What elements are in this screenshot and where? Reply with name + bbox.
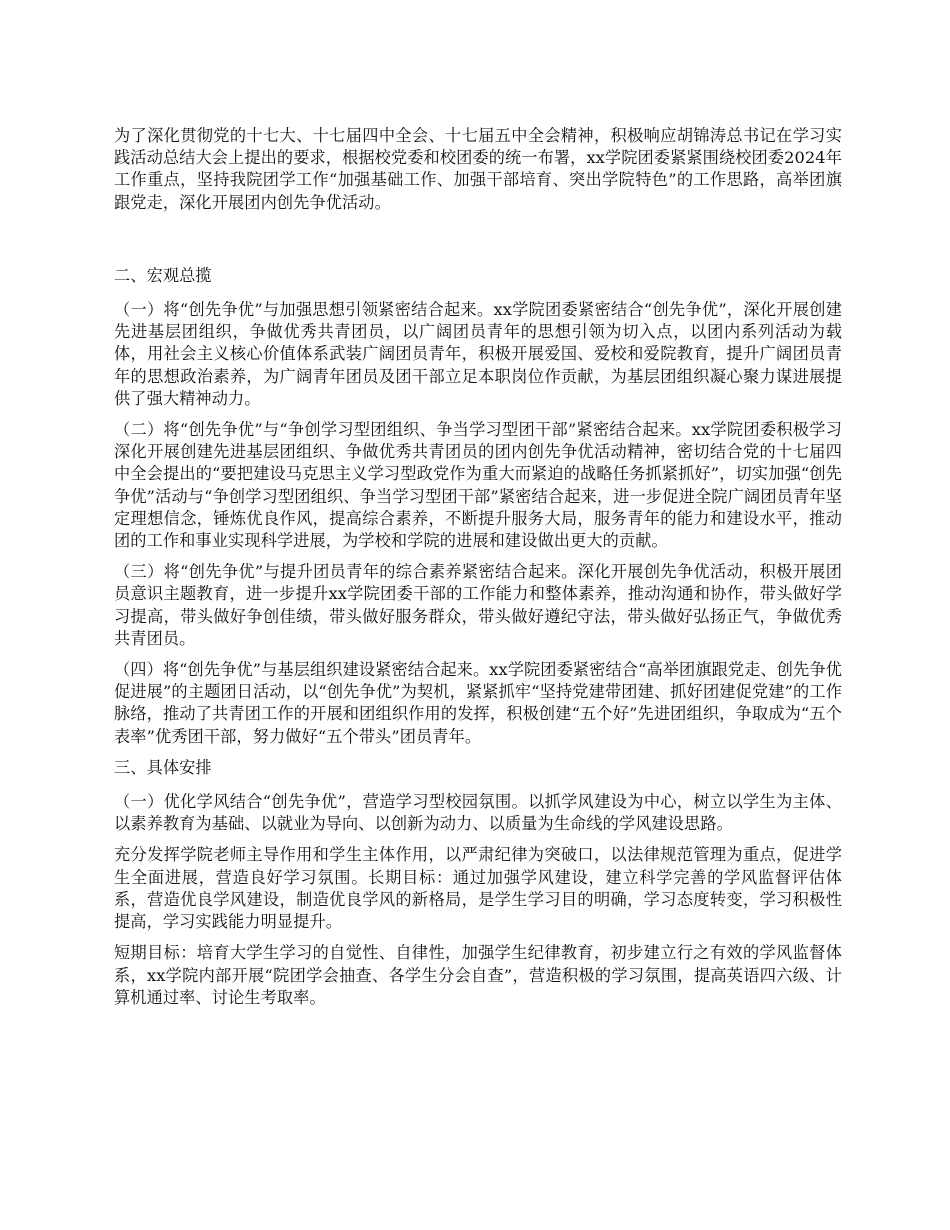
overview-paragraph-4: （四）将“创先争优”与基层组织建设紧密结合起来。xx学院团委紧密结合“高举团旗跟党走、创先争优促进展”的主题团日活动，以“创先争优”为契机，紧紧抓牢“坚持党建带团建、抓好团建促党建”的工作脉络，推动了共青团工作的开展和团组织作用的发挥，积极创建“五个好”先进团组织，争取成为“五个表率”优秀团干部，努力做好“五个带头”团员青年。 <box>114 660 842 746</box>
intro-paragraph: 为了深化贯彻党的十七大、十七届四中全会、十七届五中全会精神，积极响应胡锦涛总书记在学习实践活动总结大会上提出的要求，根据校党委和校团委的统一布署，xx学院团委紧紧围绕校团委2024年工作重点，坚持我院团学工作“加强基础工作、加强干部培育、突出学院特色”的工作思路，高举团旗跟党走，深化开展团内创先争优活动。 <box>114 126 842 212</box>
overview-paragraph-2: （二）将“创先争优”与“争创学习型团组织、争当学习型团干部”紧密结合起来。xx学院团委积极学习深化开展创建先进基层团组织、争做优秀共青团员的团内创先争优活动精神，密切结合党的十七届四中全会提出的“要把建设马克思主义学习型政党作为重大而紧迫的战略任务抓紧抓好”，切实加强“创先争优”活动与“争创学习型团组织、争当学习型团干部”紧密结合起来，进一步促进全院广阔团员青年坚定理想信念，锤炼优良作风，提高综合素养，不断提升服务大局，服务青年的能力和建设水平，推动团的工作和事业实现科学进展，为学校和学院的进展和建设做出更大的贡献。 <box>114 420 842 551</box>
document-body <box>114 125 842 1018</box>
overview-paragraph-3: （三）将“创先争优”与提升团员青年的综合素养紧密结合起来。深化开展创先争优活动，积极开展团员意识主题教育，进一步提升xx学院团委干部的工作能力和整体素养，推动沟通和协作，带头做好学习提高，带头做好争创佳绩，带头做好服务群众，带头做好遵纪守法，带头做好弘扬正气，争做优秀共青团员。 <box>114 562 842 648</box>
arrangement-paragraph-3: 短期目标：培育大学生学习的自觉性、自律性，加强学生纪律教育，初步建立行之有效的学风监督体系，xx学院内部开展“院团学会抽查、各学生分会自查”，营造积极的学习氛围，提高英语四六级、计算机通过率、讨论生考取率。 <box>114 943 842 1007</box>
overview-paragraph-1: （一）将“创先争优”与加强思想引领紧密结合起来。xx学院团委紧密结合“创先争优”，深化开展创建先进基层团组织，争做优秀共青团员，以广阔团员青年的思想引领为切入点，以团内系列活动为载体，用社会主义核心价值体系武装广阔团员青年，积极开展爱国、爱校和爱院教育，提升广阔团员青年的思想政治素养，为广阔青年团员及团干部立足本职岗位作贡献，为基层团组织凝心聚力谋进展提供了强大精神动力。 <box>114 300 842 408</box>
arrangement-paragraph-2: 充分发挥学院老师主导作用和学生主体作用，以严肃纪律为突破口，以法律规范管理为重点，促进学生全面进展，营造良好学习氛围。长期目标：通过加强学风建设，建立科学完善的学风监督评估体系，营造优良学风建设，制造优良学风的新格局，是学生学习目的明确，学习态度转变，学习积极性提高，学习实践能力明显提升。 <box>114 845 842 932</box>
section-heading-arrangement: 三、具体安排 <box>114 757 212 777</box>
section-heading-overview: 二、宏观总揽 <box>114 265 212 285</box>
arrangement-paragraph-1: （一）优化学风结合“创先争优”，营造学习型校园氛围。以抓学风建设为中心，树立以学生为主体、以素养教育为基础、以就业为导向、以创新为动力、以质量为生命线的学风建设思路。 <box>114 792 842 834</box>
paragraph-spacer <box>114 214 842 265</box>
